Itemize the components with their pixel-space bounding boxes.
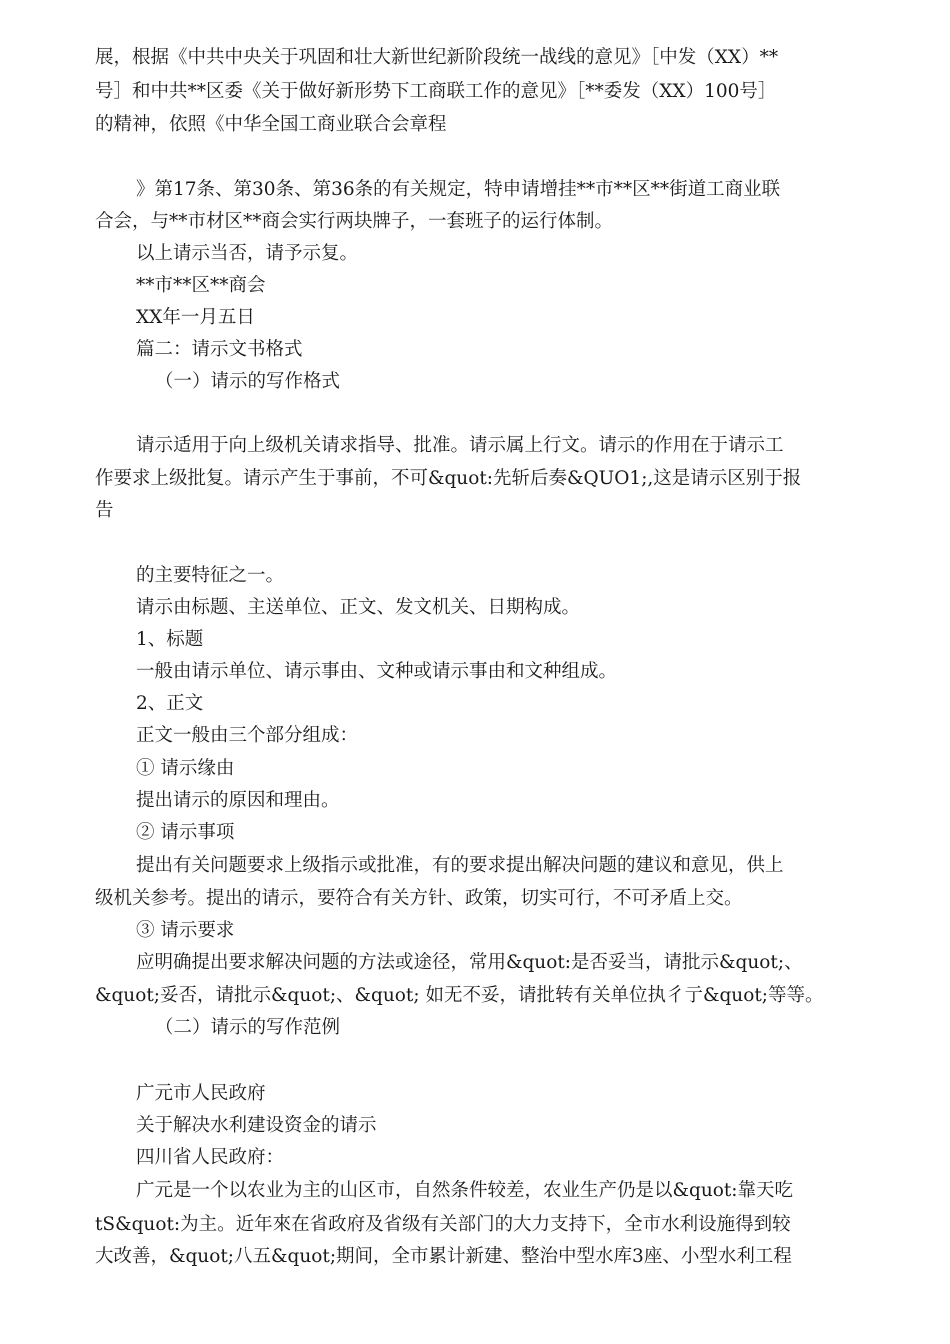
signature-org: **市**区**商会 bbox=[136, 275, 266, 296]
list-item: ② 请示事项 bbox=[136, 822, 235, 843]
text-line: tS&quot:为主。近年來在省政府及省级有关部门的大力支持下，全市水利设施得到较 bbox=[95, 1214, 791, 1235]
text-line: 正文一般由三个部分组成： bbox=[136, 725, 359, 746]
text-line: 的主要特征之一。 bbox=[136, 565, 285, 586]
text-line: 提出请示的原因和理由。 bbox=[136, 790, 340, 811]
list-heading: 2、正文 bbox=[136, 693, 204, 714]
text-line: 的精神，依照《中华全国工商业联合会章程 bbox=[95, 114, 447, 135]
text-line: 大改善，&quot;八五&quot;期间，全市累计新建、整治中型水库3座、小型水利工程 bbox=[95, 1246, 792, 1267]
text-line: 广元是一个以农业为主的山区市，自然条件较差，农业生产仍是以&quot:靠天吃 bbox=[136, 1180, 794, 1201]
text-line: 一般由请示单位、请示事由、文种或请示事由和文种组成。 bbox=[136, 661, 618, 682]
text-line: 》第17条、第30条、第36条的有关规定，特申请增挂**市**区**街道工商业联 bbox=[136, 179, 781, 200]
text-line: 提出有关问题要求上级指示或批准，有的要求提出解决问题的建议和意见，供上 bbox=[136, 855, 784, 876]
text-line: 号］和中共**区委《关于做好新形势下工商联工作的意见》［**委发（XX）100号］ bbox=[95, 81, 777, 102]
text-line: 请示由标题、主送单位、正文、发文机关、日期构成。 bbox=[136, 597, 581, 618]
example-title-org: 广元市人民政府 bbox=[136, 1083, 266, 1104]
example-title: 关于解决水利建设资金的请示 bbox=[136, 1115, 377, 1136]
list-item: ① 请示缘由 bbox=[136, 758, 235, 779]
text-line: 以上请示当否，请予示复。 bbox=[136, 243, 359, 264]
text-line: 展，根据《中共中央关于巩固和壮大新世纪新阶段统一战线的意见》［中发（XX）** bbox=[95, 47, 779, 68]
text-line: &quot;妥否，请批示&quot;、&quot; 如无不妥，请批转有关单位执彳亍&quot;等等。 bbox=[95, 985, 824, 1006]
list-heading: 1、标题 bbox=[136, 629, 204, 650]
text-line: 级机关参考。提出的请示，要符合有关方针、政策，切实可行，不可矛盾上交。 bbox=[95, 888, 743, 909]
list-item: ③ 请示要求 bbox=[136, 920, 235, 941]
text-line: 作要求上级批复。请示产生于事前，不可&quot:先斩后奏&QUO1;,这是请示区别于报 bbox=[95, 468, 802, 489]
text-line: 告 bbox=[95, 500, 114, 521]
addressee: 四川省人民政府： bbox=[136, 1147, 285, 1168]
text-line: 请示适用于向上级机关请求指导、批准。请示属上行文。请示的作用在于请示工 bbox=[136, 435, 784, 456]
signature-date: XX年一月五日 bbox=[136, 307, 255, 328]
text-line: 合会，与**市材区**商会实行两块牌子，一套班子的运行体制。 bbox=[95, 211, 614, 232]
subsection-heading: （二）请示的写作范例 bbox=[155, 1017, 341, 1038]
section-heading: 篇二：请示文书格式 bbox=[136, 339, 303, 360]
text-line: 应明确提出要求解决问题的方法或途径，常用&quot:是否妥当，请批示&quot;、 bbox=[136, 952, 803, 973]
subsection-heading: （一）请示的写作格式 bbox=[155, 371, 341, 392]
